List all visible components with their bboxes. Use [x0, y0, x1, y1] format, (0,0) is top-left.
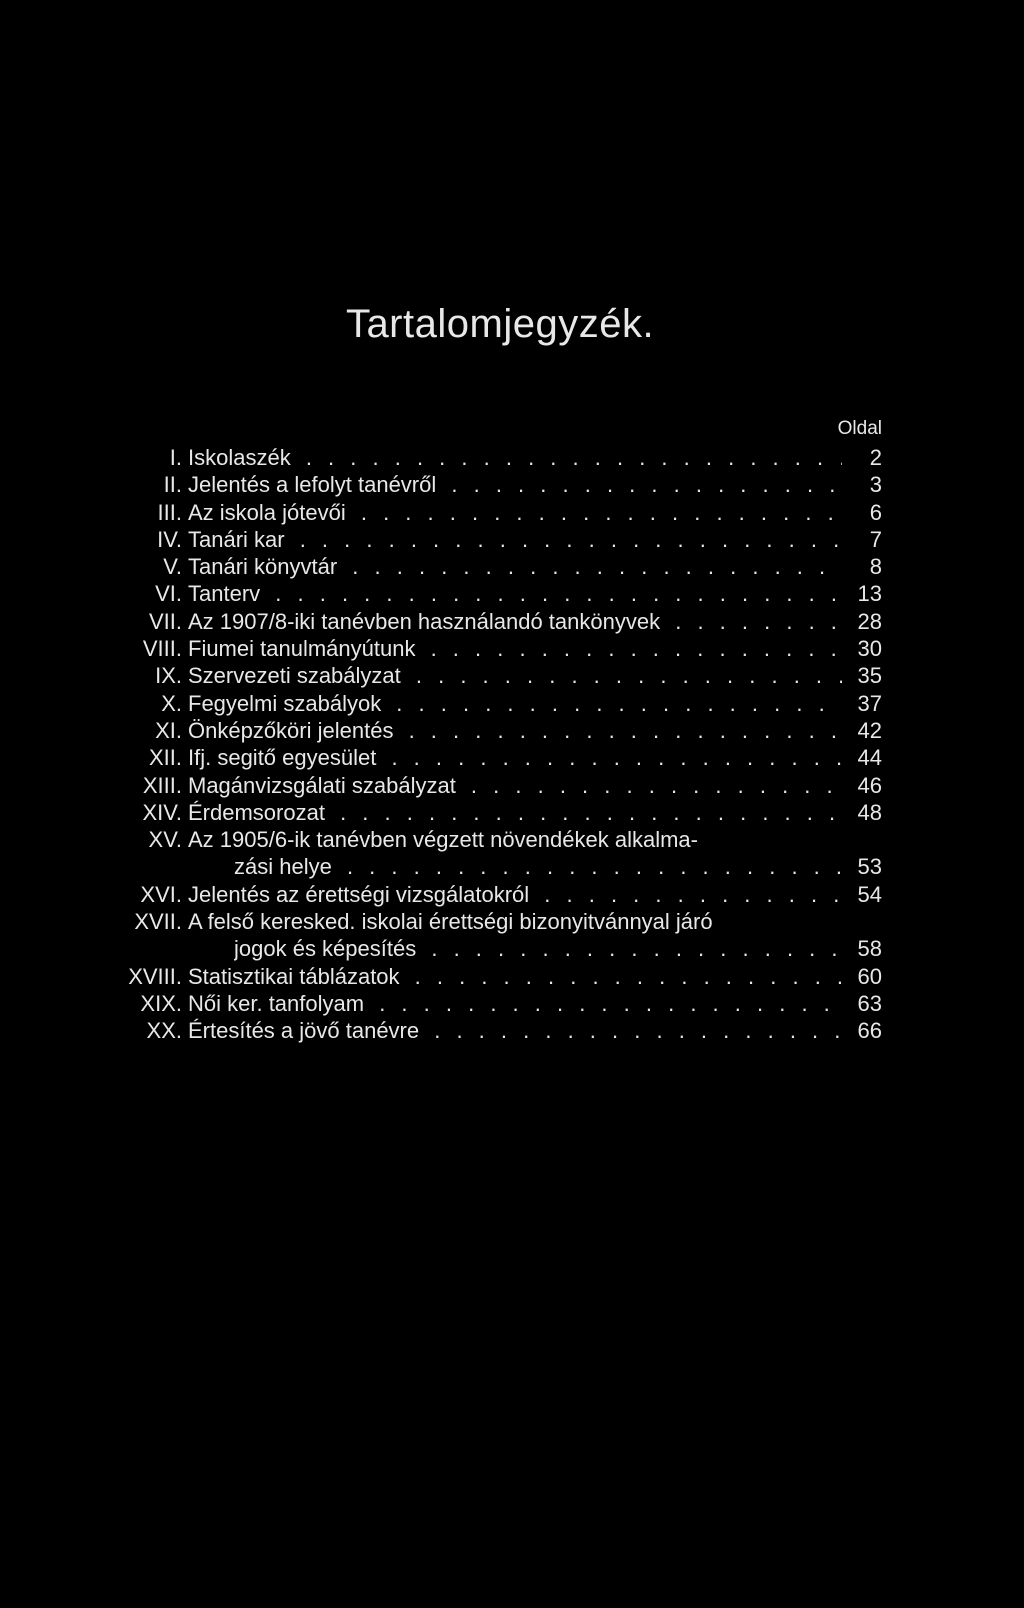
entry-page: 28 [842, 608, 882, 635]
entry-number: VI. [155, 581, 182, 607]
toc-entry [100, 990, 900, 1017]
entry-number: IV. [157, 526, 182, 552]
toc-entry [100, 635, 900, 662]
entry-page: 35 [842, 662, 882, 689]
entry-title-continued: zási helye . . . [234, 853, 882, 880]
entry-page: 37 [842, 690, 882, 717]
entry-number: III. [157, 499, 182, 525]
entry-title: Tanári kar . . . [188, 526, 882, 553]
entry-number: XII. [148, 745, 182, 771]
entry-number: I. [169, 445, 182, 470]
entry-page: 2 [842, 444, 882, 471]
entry-page: 42 [842, 717, 882, 744]
entry-title: Iskolaszék . . . [188, 444, 882, 471]
entry-page: 6 [842, 499, 882, 526]
toc-entry [100, 444, 900, 471]
entry-title: Fegyelmi szabályok . . . [188, 690, 882, 717]
toc-entry [100, 799, 900, 826]
toc-entry [100, 580, 900, 607]
entry-page: 63 [842, 990, 882, 1017]
entry-title-continued: jogok és képesítés . . . [234, 935, 882, 962]
entry-title: Ifj. segitő egyesület . . . [188, 744, 882, 771]
entry-title: Szervezeti szabályzat . . . [188, 662, 882, 689]
toc-entry [100, 526, 900, 553]
entry-title: Női ker. tanfolyam . . . [188, 990, 882, 1017]
toc-entry [100, 881, 900, 908]
entry-number: XV. [148, 827, 182, 853]
toc-entry [100, 826, 900, 853]
entry-number: XI. [155, 717, 182, 743]
entry-number: X. [161, 690, 182, 716]
entry-title: Jelentés a lefolyt tanévről . . . [188, 471, 882, 498]
entry-number: XVIII. [128, 963, 182, 989]
entry-title: Fiumei tanulmányútunk . . . [188, 635, 882, 662]
toc-entry [100, 662, 900, 689]
entry-page: 54 [842, 881, 882, 908]
entry-title: Jelentés az érettségi vizsgálatokról . . . [188, 881, 882, 908]
entry-title: Magánvizsgálati szabályzat . . . [188, 772, 882, 799]
entry-number: VIII. [142, 636, 182, 662]
entry-number: V. [163, 554, 182, 580]
toc-entry [100, 471, 900, 498]
toc-entry [100, 963, 900, 990]
toc-entry [100, 608, 900, 635]
entry-number: VII. [148, 608, 182, 634]
entry-number: II. [163, 472, 182, 498]
entry-title: Az 1905/6-ik tanévben végzett növendékek alkalma- [188, 826, 882, 853]
entry-number: XVII. [134, 909, 182, 935]
toc-entry [100, 690, 900, 717]
toc-entry [100, 744, 900, 771]
entry-page: 8 [842, 553, 882, 580]
entry-page: 48 [842, 799, 882, 826]
page-column-header: Oldal [837, 418, 882, 439]
entry-page: 3 [842, 471, 882, 498]
entry-number: IX. [155, 663, 182, 689]
toc-entry [100, 499, 900, 526]
entry-title: Tanterv . . . [188, 580, 882, 607]
toc-entry [100, 717, 900, 744]
toc-entry-continuation [100, 853, 900, 880]
entry-number: XIV. [142, 799, 182, 825]
entry-title: Önképzőköri jelentés . . . [188, 717, 882, 744]
entry-page: 44 [842, 744, 882, 771]
toc-entry [100, 772, 900, 799]
entry-page: 46 [842, 772, 882, 799]
toc-entry-continuation [100, 935, 900, 962]
entry-page: 7 [842, 526, 882, 553]
page-title: Tartalomjegyzék. [345, 302, 655, 346]
entry-title: Statisztikai táblázatok . . . [188, 963, 882, 990]
toc-entry [100, 1017, 900, 1044]
entry-page: 58 [842, 935, 882, 962]
entry-page: 53 [842, 853, 882, 880]
entry-page: 60 [842, 963, 882, 990]
entry-page: 66 [842, 1017, 882, 1044]
toc-entry [100, 908, 900, 935]
entry-number: XIII. [142, 772, 182, 798]
entry-title: A felső keresked. iskolai érettségi bizonyitvánnyal járó [188, 908, 882, 935]
entry-title: Az iskola jótevői . . . [188, 499, 882, 526]
entry-title: Az 1907/8-iki tanévben használandó tankönyvek . . . [188, 608, 882, 635]
entry-number: XIX. [140, 990, 182, 1016]
table-of-contents [100, 444, 900, 1045]
entry-title: Tanári könyvtár . . . [188, 553, 882, 580]
entry-page: 30 [842, 635, 882, 662]
entry-number: XX. [146, 1018, 182, 1044]
entry-number: XVI. [140, 881, 182, 907]
entry-page: 13 [842, 580, 882, 607]
entry-title: Értesítés a jövő tanévre . . . [188, 1017, 882, 1044]
toc-entry [100, 553, 900, 580]
entry-title: Érdemsorozat . . . [188, 799, 882, 826]
